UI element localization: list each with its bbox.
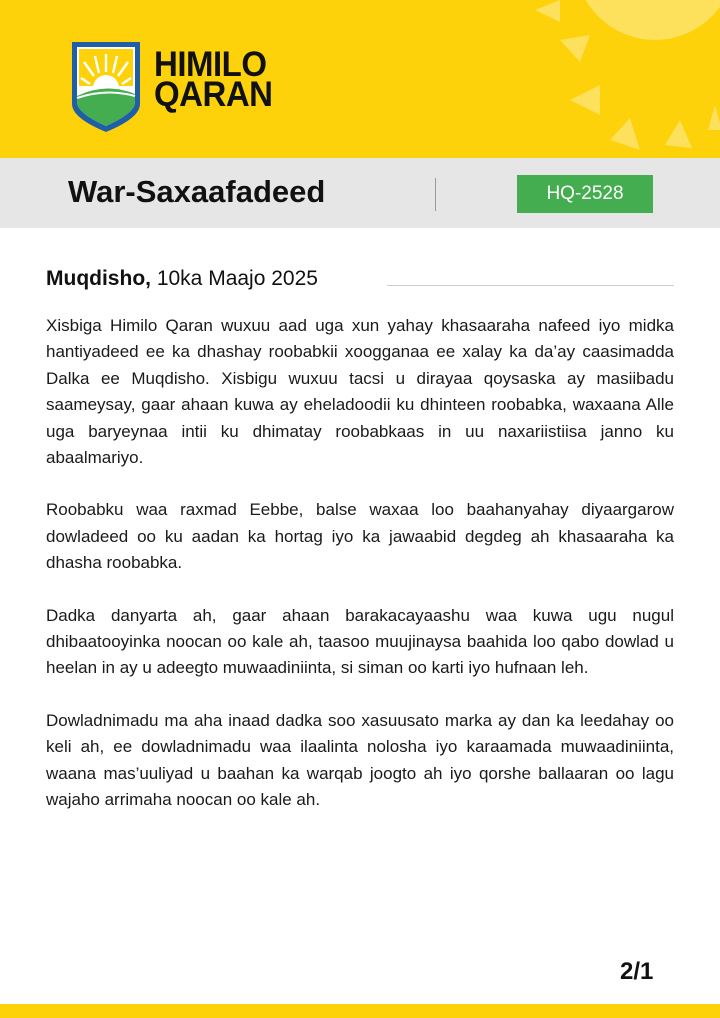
document-title: War-Saxaafadeed: [68, 174, 326, 209]
dateline: [46, 265, 318, 293]
page-number: 2/1: [620, 958, 654, 985]
body-paragraph: Xisbiga Himilo Qaran wuxuu aad uga xun yahay khasaaraha nafeed iyo midka hantiyadeed ee ka dhashay roobabkii xoogganaa ee xalay ka da’ay caasimadda Dalka ee Muqdisho. Xisbigu wuxuu tacsi u dirayaa qoysaska ay masiibadu saameysay, gaar ahaan kuwa ay eheladoodii ku dhinteen roobabka, waxaana Alle uga baryeynaa intii ku dhimatay roobabkaas in uu naxariistiisa janno ku abaalmariyo.: [46, 316, 674, 468]
dateline-date: 10ka Maajo 2025: [156, 267, 318, 290]
dateline-city: Muqdisho,: [46, 267, 151, 290]
title-divider: [435, 178, 436, 211]
reference-badge: HQ-2528: [517, 175, 653, 213]
dateline-rule: [387, 285, 674, 286]
header-banner: [0, 0, 720, 158]
title-bar: [0, 158, 720, 228]
brand-name: [154, 43, 273, 114]
brand-line-1: HIMILO: [154, 43, 267, 84]
brand-line-2: QARAN: [154, 73, 273, 114]
body-paragraph: Dowladnimadu ma aha inaad dadka soo xasuusato marka ay dan ka leedahay oo keli ah, ee dowladnimadu waa ilaalinta nolosha iyo karaamada muwaadiniinta, waana mas’uuliyad u baahan ka warqab joogto ah iyo qorshe ballaaran oo lagu wajaho arrimaha noocan oo kale ah.: [46, 710, 674, 810]
sun-rays-graphic: [460, 0, 720, 158]
body-paragraph: Roobabku waa raxmad Eebbe, balse waxaa loo baahanyahay diyaargarow dowladeed oo ku aadan ka hortag iyo ka jawaabid degdeg ah khasaaraha ka dhasha roobabka.: [46, 500, 674, 573]
body-paragraph: Dadka danyarta ah, gaar ahaan barakacayaashu waa kuwa ugu nugul dhibaatooyinka noocan oo kale ah, taasoo muujinaysa baahida loo qabo dowlad u heelan in ay u adeegto muwaadiniinta, si siman oo karti iyo hufnaan leh.: [46, 605, 674, 678]
press-release-body: [46, 313, 674, 840]
party-logo: [68, 38, 144, 134]
footer-bar: [0, 1004, 720, 1018]
